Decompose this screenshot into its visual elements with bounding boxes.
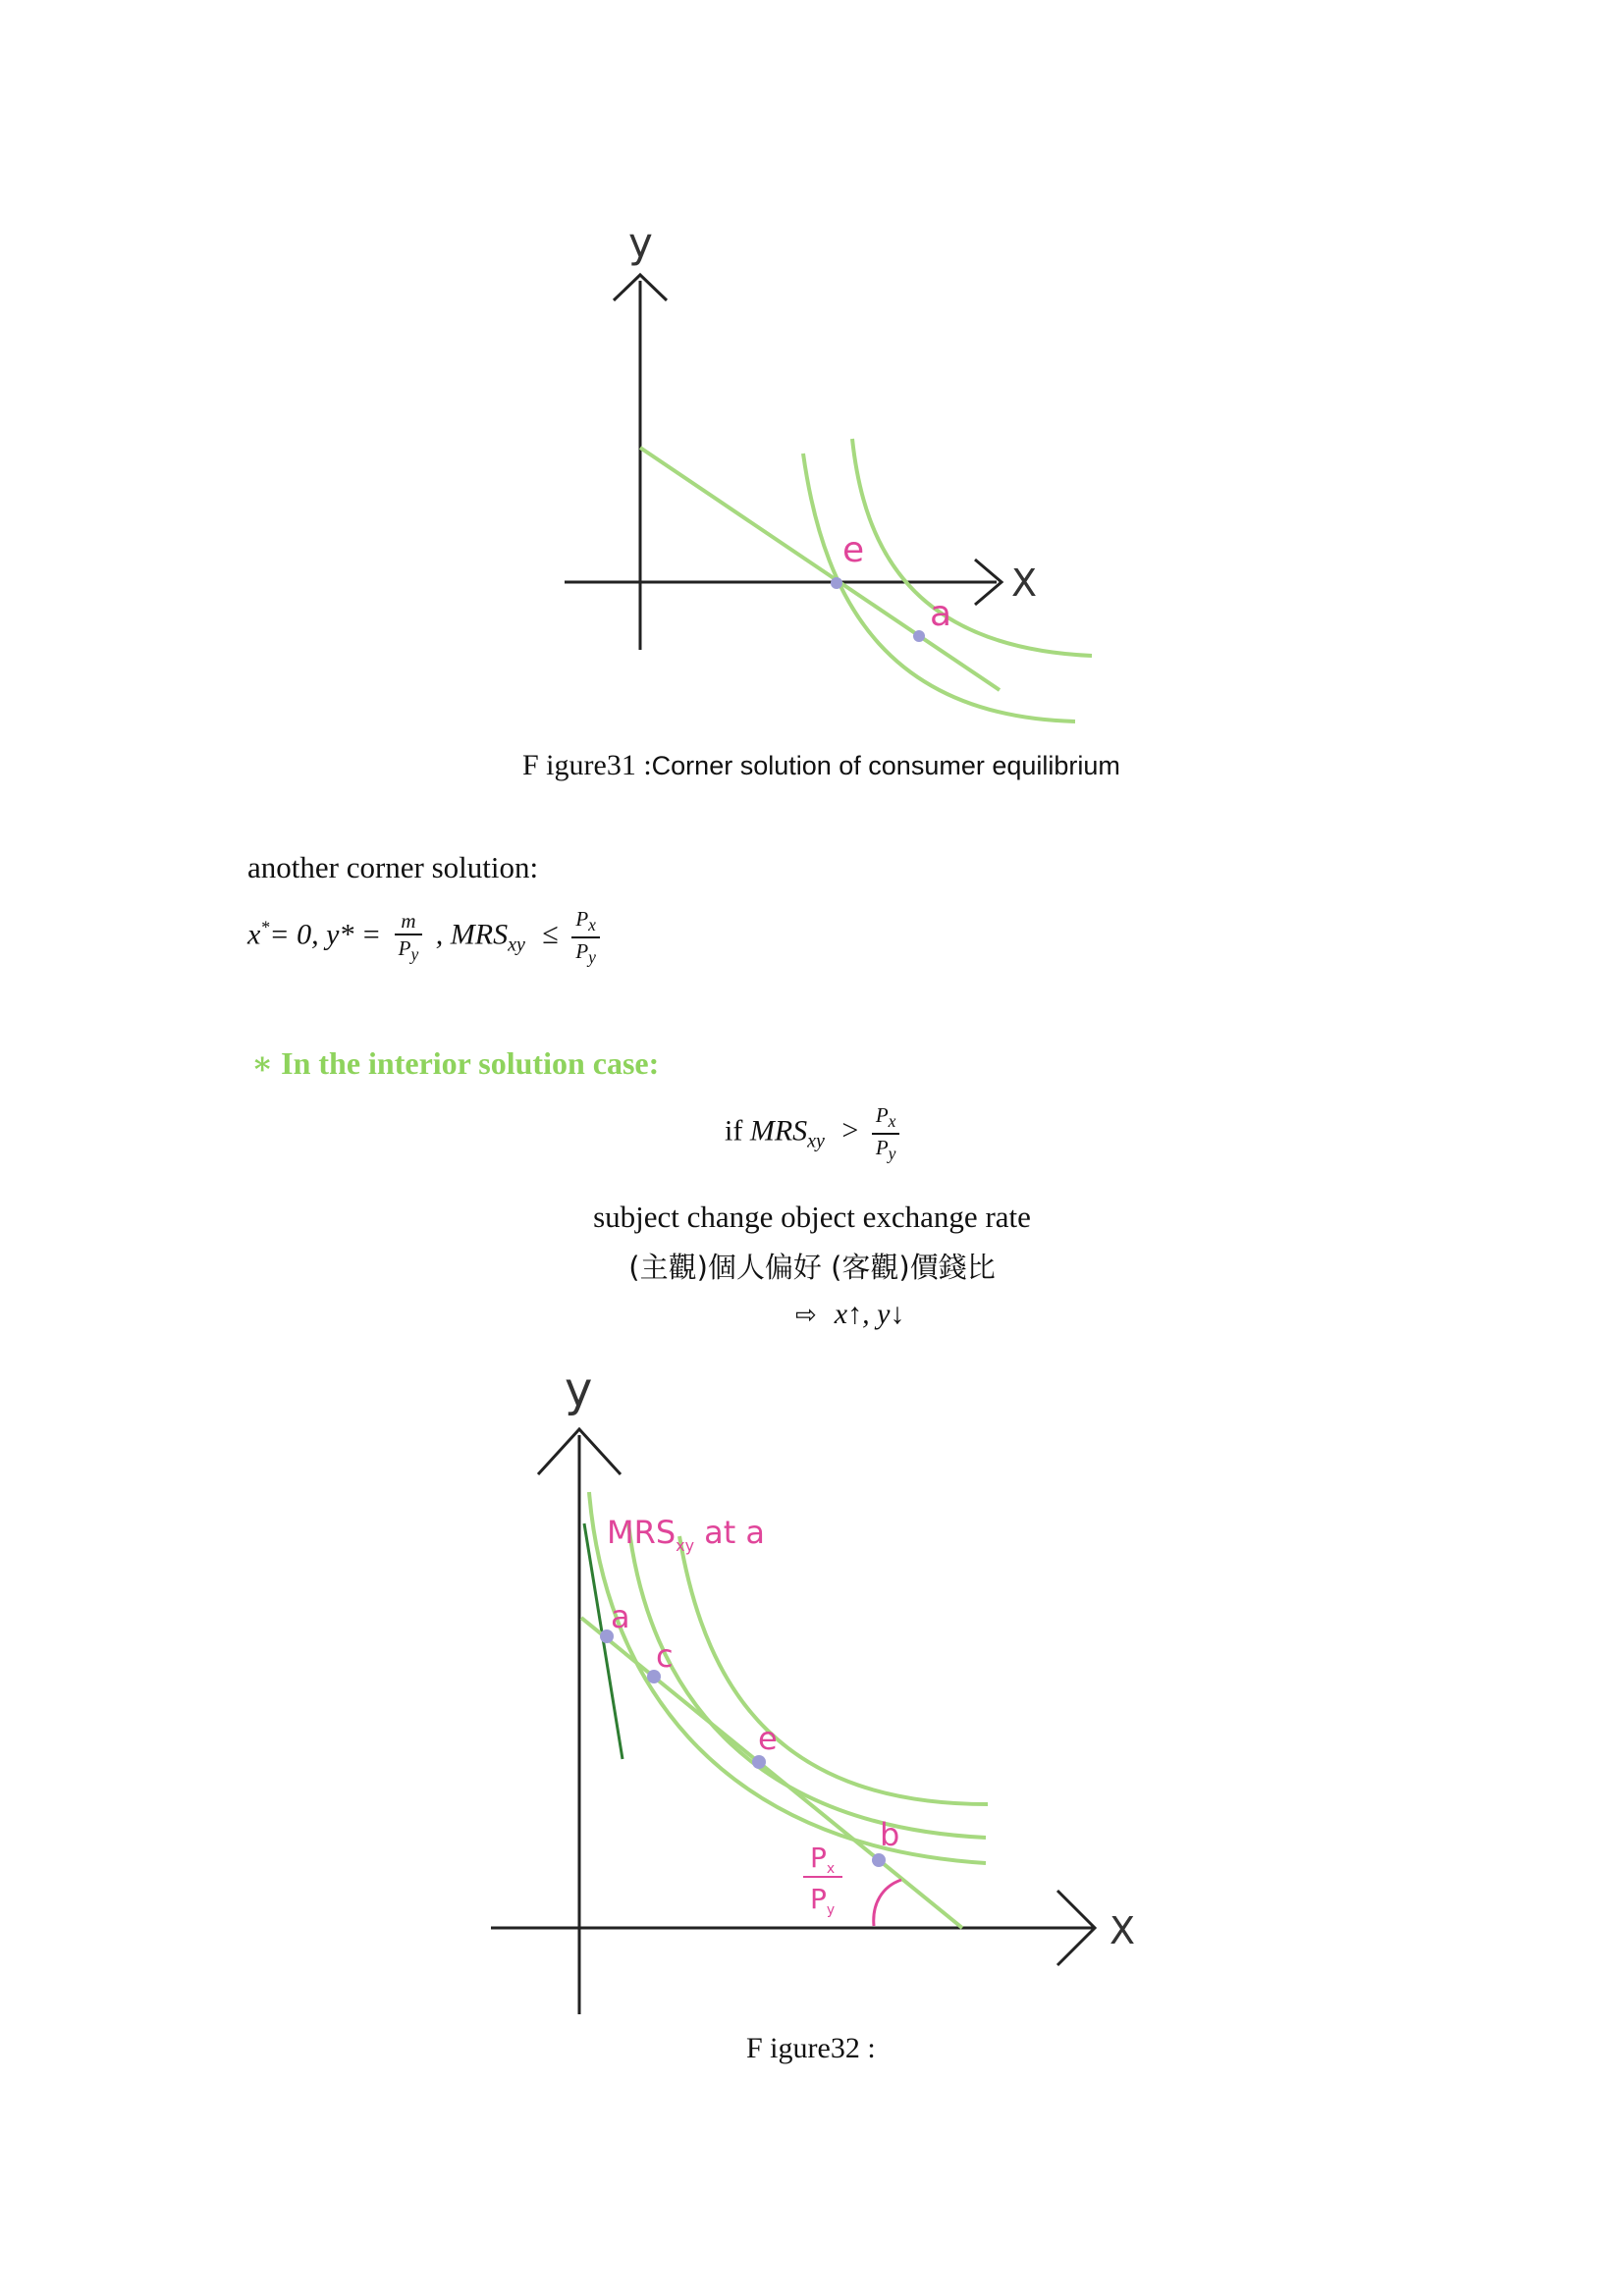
fig32-y-label: y <box>565 1362 593 1417</box>
fig32-ratio-numerator: $P_x$ <box>810 1842 836 1877</box>
fig31-x-label: X <box>1011 561 1038 605</box>
condition-mrs: MRS <box>749 1114 808 1148</box>
fig32-x-label: X <box>1110 1909 1136 1952</box>
heading-text: In the interior solution case: <box>281 1045 660 1081</box>
fig32-ratio-denominator: $P_y$ <box>810 1883 836 1918</box>
frac2-denominator: $P_y$ <box>575 938 596 967</box>
fig32-point-b <box>872 1853 886 1867</box>
fig32-label-a: a <box>611 1598 630 1635</box>
corner-intro: another corner solution: <box>247 850 539 884</box>
interior-line1: subject change object exchange rate <box>593 1200 1031 1234</box>
result-text: x↑, y↓ <box>834 1298 905 1330</box>
fig31-label-a: a <box>930 594 952 634</box>
condition-numerator: $P_x$ <box>872 1104 900 1135</box>
formula-mrs: , MRS <box>435 918 509 951</box>
formula-star: * <box>260 917 270 937</box>
formula-mrs-sub: xy <box>508 934 525 956</box>
formula-mid: = 0, y* = <box>269 918 382 951</box>
condition-relation: > <box>841 1114 859 1148</box>
fig32-point-e <box>752 1755 766 1769</box>
figure31-caption-text: Corner solution of consumer equilibrium <box>651 751 1120 780</box>
fig32-angle-arc <box>874 1880 901 1926</box>
condition-if: if <box>725 1114 743 1148</box>
result-arrow-icon: ⇨ <box>795 1301 817 1330</box>
condition-denominator: $P_y$ <box>875 1135 896 1163</box>
formula-relation: ≤ <box>542 918 559 951</box>
fig32-label-e: e <box>758 1720 778 1757</box>
condition-mrs-sub: xy <box>807 1130 825 1152</box>
heading-asterisk: ∗ <box>251 1045 274 1081</box>
fig32-label-c: c <box>656 1637 674 1675</box>
frac1-numerator: m <box>395 910 423 935</box>
fig32-indifference-curve-2 <box>628 1523 986 1838</box>
fig32-indifference-curve-3 <box>679 1536 988 1804</box>
frac1-denominator: $P_y$ <box>398 936 419 965</box>
fig32-mrs-label: $MRS_{xy}$ at a <box>607 1514 766 1555</box>
interior-line2: (主觀)個人偏好 (客觀)價錢比 <box>628 1251 996 1284</box>
fig32-label-b: b <box>880 1816 900 1853</box>
figure31-caption-prefix: F igure31 : <box>522 749 652 781</box>
frac2-numerator: $P_x$ <box>571 908 600 938</box>
fig31-label-e: e <box>842 530 865 570</box>
formula-x: x <box>247 918 261 951</box>
fig31-y-label: y <box>628 219 653 267</box>
figure32-caption: F igure32 : <box>746 2032 876 2064</box>
